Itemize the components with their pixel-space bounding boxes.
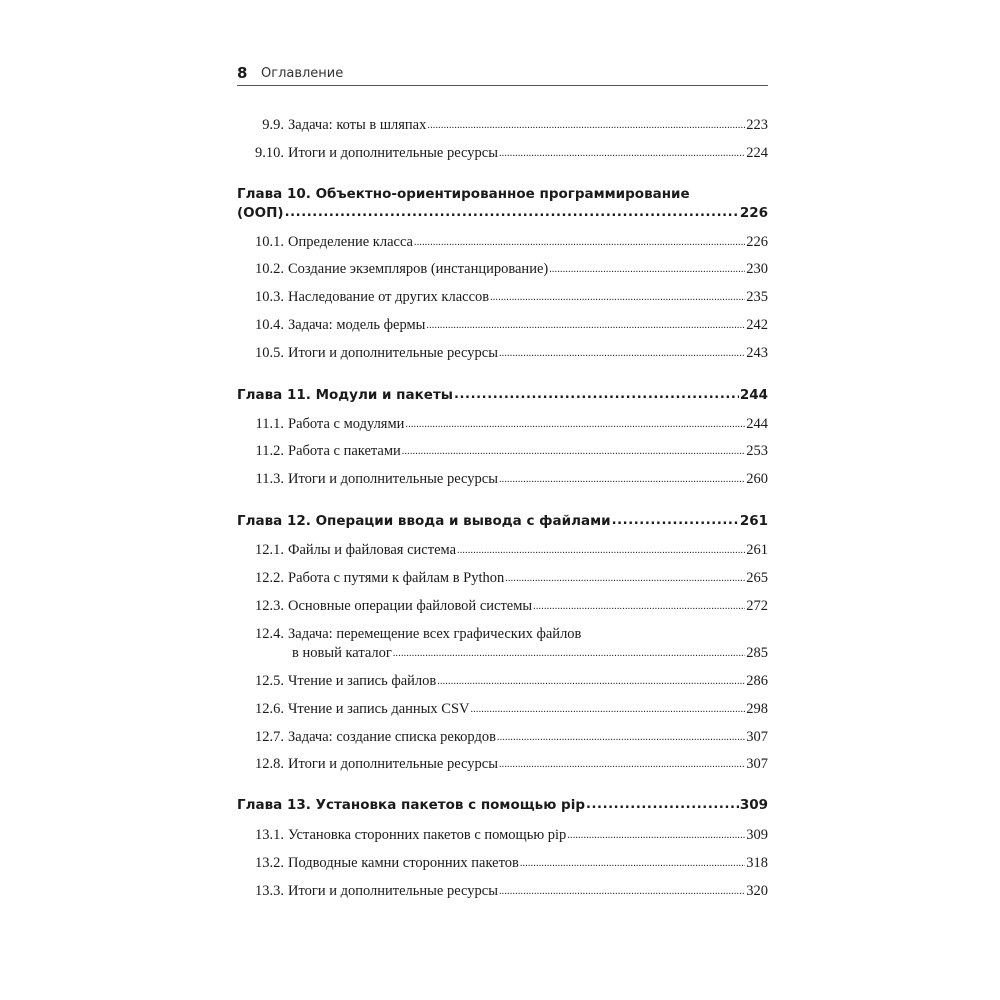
entry-title: Основные операции файловой системы <box>288 598 533 614</box>
toc-entry-multiline[interactable] <box>237 626 581 643</box>
dot-leader <box>393 644 745 661</box>
toc-entry[interactable] <box>237 471 768 488</box>
entry-page: 243 <box>746 345 768 361</box>
entry-title: Наследование от других классов <box>288 289 490 305</box>
toc-entry[interactable] <box>237 234 768 251</box>
entry-page: 230 <box>746 261 768 277</box>
chapter-title: Глава 11. Модули и пакеты <box>237 387 453 403</box>
chapter-entry[interactable] <box>237 387 768 403</box>
entry-title: Чтение и запись данных CSV <box>288 701 470 717</box>
entry-title: Чтение и запись файлов <box>288 673 437 689</box>
dot-leader <box>612 512 739 528</box>
page-number: 8 <box>237 64 248 82</box>
entry-title: Задача: модель фермы <box>288 317 426 333</box>
entry-title: Итоги и дополнительные ресурсы <box>288 145 498 161</box>
entry-title: Итоги и дополнительные ресурсы <box>288 883 498 899</box>
toc-entry[interactable] <box>237 317 768 334</box>
toc-entry[interactable] <box>237 443 768 460</box>
entry-page: 224 <box>746 145 768 161</box>
entry-title: Работа с модулями <box>288 416 405 432</box>
entry-page: 318 <box>746 855 768 871</box>
entry-title: Работа с путями к файлам в Python <box>288 570 505 586</box>
entry-page: 223 <box>746 117 768 133</box>
entry-page: 226 <box>746 234 768 250</box>
toc-entry[interactable] <box>237 598 768 615</box>
entry-number: 13.1. <box>255 827 284 843</box>
toc-entry[interactable] <box>237 117 768 134</box>
toc-entry[interactable] <box>237 855 768 872</box>
chapter-entry[interactable] <box>237 205 768 221</box>
dot-leader <box>402 442 745 459</box>
entry-page: 242 <box>746 317 768 333</box>
entry-number: 10.1. <box>255 234 284 250</box>
chapter-page: 261 <box>739 513 768 529</box>
dot-leader <box>470 700 745 717</box>
entry-number: 11.2. <box>255 443 284 459</box>
entry-number: 12.1. <box>255 542 284 558</box>
chapter-title[interactable]: Глава 10. Объектно-ориентированное программирование <box>237 186 690 202</box>
dot-leader <box>499 144 745 161</box>
dot-leader <box>490 288 745 305</box>
dot-leader <box>405 415 745 432</box>
dot-leader <box>454 386 739 402</box>
entry-page: 253 <box>746 443 768 459</box>
entry-title: Установка сторонних пакетов с помощью pip <box>288 827 567 843</box>
toc-entry[interactable] <box>237 673 768 690</box>
entry-number: 12.6. <box>255 701 284 717</box>
entry-number: 13.2. <box>255 855 284 871</box>
page-header <box>237 63 768 89</box>
toc-entry[interactable] <box>237 827 768 844</box>
dot-leader <box>285 204 739 220</box>
entry-title: Задача: создание списка рекордов <box>288 729 496 745</box>
entry-title: Файлы и файловая система <box>288 542 457 558</box>
dot-leader <box>520 854 745 871</box>
header-rule <box>237 85 768 86</box>
entry-number: 13.3. <box>255 883 284 899</box>
entry-number: 10.3. <box>255 289 284 305</box>
entry-page: 307 <box>746 756 768 772</box>
entry-number: 12.4. <box>255 626 284 642</box>
entry-title: Определение класса <box>288 234 413 250</box>
toc-entry[interactable] <box>237 570 768 587</box>
chapter-title: Глава 12. Операции ввода и вывода с файлами <box>237 513 611 529</box>
entry-number: 10.5. <box>255 345 284 361</box>
entry-page: 265 <box>746 570 768 586</box>
dot-leader <box>499 344 745 361</box>
dot-leader <box>497 728 745 745</box>
entry-title: Итоги и дополнительные ресурсы <box>288 756 498 772</box>
dot-leader <box>567 826 745 843</box>
entry-number: 10.2. <box>255 261 284 277</box>
entry-number: 12.5. <box>255 673 284 689</box>
toc-entry-cont[interactable] <box>292 645 768 662</box>
dot-leader <box>499 882 745 899</box>
entry-number: 12.3. <box>255 598 284 614</box>
entry-title-cont: в новый каталог <box>292 645 392 661</box>
entry-title: Итоги и дополнительные ресурсы <box>288 471 498 487</box>
entry-title: Задача: коты в шляпах <box>288 117 427 133</box>
dot-leader <box>549 260 745 277</box>
entry-number: 9.9. <box>262 117 284 133</box>
entry-title: Создание экземпляров (инстанцирование) <box>288 261 549 277</box>
dot-leader <box>586 796 739 812</box>
dot-leader <box>437 672 745 689</box>
toc-entry[interactable] <box>237 345 768 362</box>
toc-entry[interactable] <box>237 883 768 900</box>
entry-number: 11.1. <box>255 416 284 432</box>
entry-page: 320 <box>746 883 768 899</box>
entry-page: 309 <box>746 827 768 843</box>
entry-number: 12.2. <box>255 570 284 586</box>
dot-leader <box>427 116 745 133</box>
chapter-title-cont: (ООП) <box>237 205 284 221</box>
dot-leader <box>414 233 745 250</box>
entry-page: 307 <box>746 729 768 745</box>
entry-page: 272 <box>746 598 768 614</box>
entry-title: Подводные камни сторонних пакетов <box>288 855 519 871</box>
entry-title: Задача: перемещение всех графических файлов <box>288 626 582 642</box>
toc-entry[interactable] <box>237 756 768 773</box>
dot-leader <box>499 755 745 772</box>
entry-number: 12.8. <box>255 756 284 772</box>
dot-leader <box>499 470 745 487</box>
toc-entry[interactable] <box>237 416 768 433</box>
entry-number: 11.3. <box>255 471 284 487</box>
running-title: Оглавление <box>261 66 344 81</box>
toc-entry[interactable] <box>237 729 768 746</box>
toc-entry[interactable] <box>237 701 768 718</box>
entry-number: 10.4. <box>255 317 284 333</box>
chapter-page: 226 <box>739 205 768 221</box>
entry-number: 12.7. <box>255 729 284 745</box>
entry-page: 244 <box>746 416 768 432</box>
dot-leader <box>457 541 745 558</box>
toc-entry[interactable] <box>237 542 768 559</box>
toc-entry[interactable] <box>237 289 768 306</box>
dot-leader <box>426 316 745 333</box>
toc-entry[interactable] <box>237 145 768 162</box>
chapter-title: Глава 13. Установка пакетов с помощью pip <box>237 797 585 813</box>
entry-page: 260 <box>746 471 768 487</box>
chapter-entry[interactable] <box>237 797 768 813</box>
toc-entry[interactable] <box>237 261 768 278</box>
entry-title: Работа с пакетами <box>288 443 401 459</box>
chapter-entry[interactable] <box>237 513 768 529</box>
chapter-page: 244 <box>739 387 768 403</box>
entry-title: Итоги и дополнительные ресурсы <box>288 345 498 361</box>
dot-leader <box>505 569 745 586</box>
entry-page: 298 <box>746 701 768 717</box>
dot-leader <box>533 597 745 614</box>
entry-page: 286 <box>746 673 768 689</box>
chapter-page: 309 <box>739 797 768 813</box>
entry-number: 9.10. <box>255 145 284 161</box>
entry-page: 261 <box>746 542 768 558</box>
entry-page: 285 <box>746 645 768 661</box>
entry-page: 235 <box>746 289 768 305</box>
